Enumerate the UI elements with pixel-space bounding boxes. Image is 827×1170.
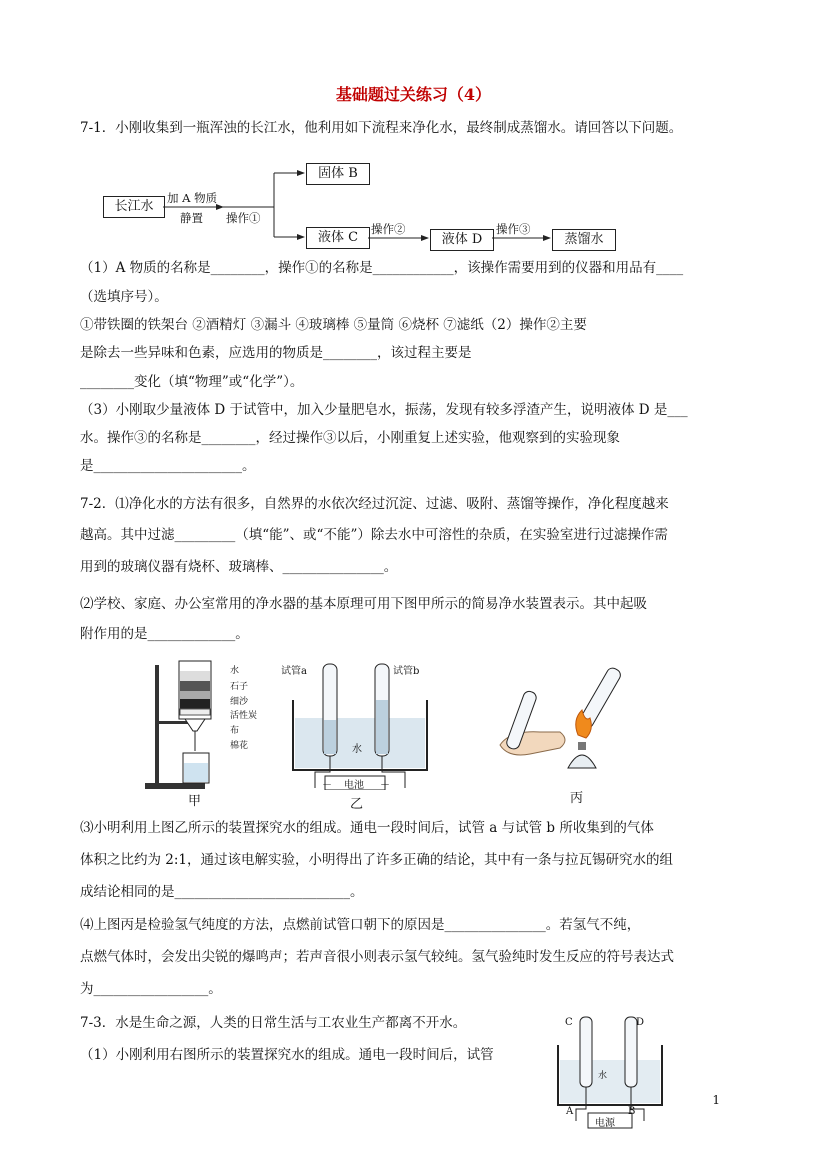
flow-arrows bbox=[0, 0, 827, 270]
q71-part1-line1: （1）A 物质的名称是________，操作①的名称是____________，该操作需要用到的仪器和用品有____ bbox=[80, 260, 684, 276]
page-title: 基础题过关练习（4） bbox=[335, 85, 492, 104]
q72-part4-line1: ⑷上图丙是检验氢气纯度的方法，点燃前试管口朝下的原因是_______________。若氢气不纯， bbox=[80, 917, 641, 933]
electrolysis-drawing bbox=[285, 660, 435, 790]
q71-options-line: ①带铁圈的铁架台 ②酒精灯 ③漏斗 ④玻璃棒 ⑤量筒 ⑥烧杯 ⑦滤纸（2）操作②主要 bbox=[80, 317, 587, 333]
filter-label-cloth: 布 bbox=[230, 726, 240, 736]
q72-part4-line3: 为_________________。 bbox=[80, 981, 222, 997]
flow-add-a-label: 加 A 物质 bbox=[167, 191, 218, 205]
battery-minus-label: － bbox=[322, 780, 332, 791]
water-label: 水 bbox=[352, 744, 362, 755]
flow-op3-label: 操作③ bbox=[496, 222, 531, 236]
q73-line2: （1）小刚利用右图所示的装置探究水的组成。通电一段时间后，试管 bbox=[80, 1047, 494, 1063]
figure-jia-label: 甲 bbox=[188, 794, 202, 809]
flow-distilled-box: 蒸馏水 bbox=[552, 229, 616, 251]
q71-intro: 7-1．小刚收集到一瓶浑浊的长江水，他利用如下流程来净化水，最终制成蒸馏水。请回答以下问题。 bbox=[80, 120, 683, 136]
q73-label-power: 电源 bbox=[595, 1118, 615, 1129]
q72-part1-line3: 用到的玻璃仪器有烧杯、玻璃棒、_______________。 bbox=[80, 559, 398, 575]
filter-label-carbon: 活性炭 bbox=[230, 711, 258, 721]
q72-part3-line2: 体积之比约为 2:1，通过该电解实验，小明得出了许多正确的结论，其中有一条与拉瓦锡研究水的组 bbox=[80, 852, 674, 868]
battery-label: 电池 bbox=[344, 780, 364, 791]
flow-solid-b-box: 固体 B bbox=[306, 163, 370, 185]
q72-part1-line2: 越高。其中过滤_________（填“能”、或“不能”）除去水中可溶性的杂质，在实验室进行过滤操作需 bbox=[80, 527, 668, 543]
q71-part1-line2: （选填序号）。 bbox=[80, 289, 168, 305]
filter-label-stones: 石子 bbox=[230, 682, 249, 692]
q73-label-c: C bbox=[565, 1017, 573, 1028]
figure-yi-label: 乙 bbox=[350, 797, 364, 812]
q73-label-d: D bbox=[636, 1017, 645, 1028]
q72-part2-line2: 附作用的是_____________。 bbox=[80, 626, 249, 642]
hydrogen-test-drawing bbox=[490, 650, 650, 790]
q72-part4-line2: 点燃气体时，会发出尖锐的爆鸣声；若声音很小则表示氢气较纯。氢气验纯时发生反应的符号表达式 bbox=[80, 949, 674, 965]
tube-a-label: 试管a bbox=[281, 666, 307, 677]
q71-part3-line3: 是______________________。 bbox=[80, 458, 256, 474]
q71-part2-line1: 是除去一些异味和色素，应选用的物质是________，该过程主要是 bbox=[80, 345, 472, 361]
q72-part3-line1: ⑶小明利用上图乙所示的装置探究水的组成。通电一段时间后，试管 a 与试管 b 所收集到的气体 bbox=[80, 820, 654, 836]
q72-part1-line1: 7-2．⑴净化水的方法有很多，自然界的水依次经过沉淀、过滤、吸附、蒸馏等操作，净化程度越来 bbox=[80, 496, 669, 512]
figure-bing-label: 丙 bbox=[570, 791, 584, 806]
q71-part3-line1: （3）小刚取少量液体 D 于试管中，加入少量肥皂水，振荡，发现有较多浮渣产生，说明液体 D 是___ bbox=[80, 402, 688, 418]
tube-b-label: 试管b bbox=[393, 666, 420, 677]
filter-apparatus-drawing bbox=[145, 655, 235, 795]
q71-part2-line2: ________变化（填“物理”或“化学”）。 bbox=[80, 374, 304, 390]
flow-op2-label: 操作② bbox=[371, 222, 406, 236]
flow-liquid-c-box: 液体 C bbox=[306, 227, 370, 249]
q73-label-water: 水 bbox=[598, 1071, 608, 1081]
flow-op1-label: 操作① bbox=[226, 211, 261, 225]
q72-part3-line3: 成结论相同的是__________________________。 bbox=[80, 884, 364, 900]
filter-label-cotton: 棉花 bbox=[230, 741, 249, 751]
q73-label-a: A bbox=[566, 1106, 574, 1117]
filter-label-sand: 细沙 bbox=[230, 697, 249, 707]
page-number: 1 bbox=[712, 1093, 720, 1107]
q73-label-b: B bbox=[628, 1106, 636, 1117]
flow-liquid-d-box: 液体 D bbox=[430, 229, 494, 251]
q72-part2-line1: ⑵学校、家庭、办公室常用的净水器的基本原理可用下图甲所示的简易净水装置表示。其中起吸 bbox=[80, 596, 647, 612]
flow-start-box: 长江水 bbox=[103, 196, 165, 218]
q73-line1: 7-3．水是生命之源，人类的日常生活与工农业生产都离不开水。 bbox=[80, 1015, 467, 1031]
flow-settle-label: 静置 bbox=[180, 211, 203, 225]
q71-part3-line2: 水。操作③的名称是________，经过操作③以后，小刚重复上述实验，他观察到的实验现象 bbox=[80, 430, 620, 446]
battery-plus-label: ＋ bbox=[380, 780, 390, 791]
filter-label-water: 水 bbox=[230, 666, 240, 676]
